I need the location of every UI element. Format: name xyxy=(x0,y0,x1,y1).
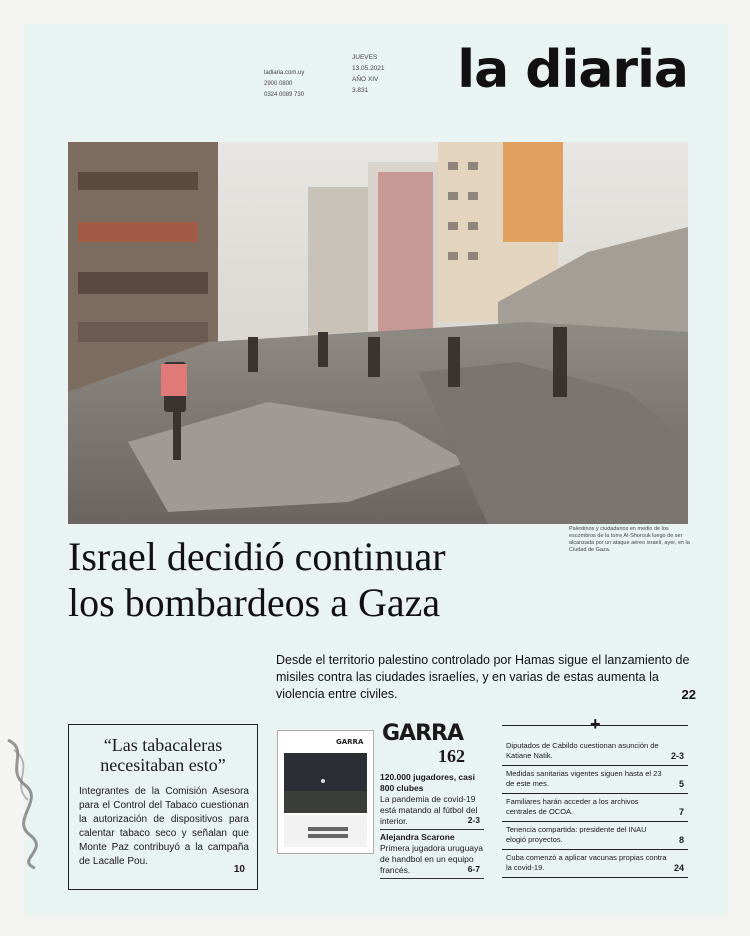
gaza-rubble-photo xyxy=(68,142,688,524)
page-number: 2-3 xyxy=(467,815,480,825)
contact-info xyxy=(264,68,304,101)
brief-text: Cuba comenzó a aplicar vacunas propias contra la covid-19. xyxy=(506,853,667,872)
headline-line: los bombardeos a Gaza xyxy=(68,580,441,625)
tobacco-story-box[interactable] xyxy=(68,724,258,890)
garra-item-title: Alejandra Scarone xyxy=(380,832,455,842)
photo-caption: Palestinos y ciudadanos en medio de los escombros de la torre Al-Shorouk luego de ser alcanzada por un ataque aéreo israelí, ayer, en la Ciudad de Gaza. xyxy=(569,526,690,553)
contact-line: 0324 0089 730 xyxy=(264,92,305,98)
date-line: 13.05.2021 xyxy=(352,65,385,72)
brief-item[interactable] xyxy=(502,850,688,878)
headline-line: Israel decidió continuar xyxy=(68,534,446,579)
garra-item-text: La pandemia de covid-19 está matando al fútbol del interior. xyxy=(380,794,478,826)
date-line: AÑO XIV xyxy=(352,76,379,83)
quote-title: “Las tabacaleras necesitaban esto” xyxy=(100,735,226,775)
quote-body: Integrantes de la Comisión Asesora para el Control del Tabaco cuestionan la autorización de dispositivos para calentar tabaco seco y señalan que Monte Paz contribuyó a la campaña de Lacalle Pou. xyxy=(79,786,249,867)
smoke-illustration xyxy=(0,730,44,870)
garra-thumb-logo: GARRA xyxy=(336,738,364,746)
divider xyxy=(502,725,688,726)
contact-line: 2900 0800 xyxy=(264,81,293,87)
page-number: 5 xyxy=(678,779,684,789)
brief-text: Familiares harán acceder a los archivos centrales de OCOA. xyxy=(506,797,639,816)
page-number: 22 xyxy=(681,687,696,702)
brief-text: Diputados de Cabildo cuestionan asunción de Katiane Natik. xyxy=(506,741,659,760)
date-line: 3.831 xyxy=(352,87,369,94)
story-deck xyxy=(276,652,696,703)
page-number: 6-7 xyxy=(467,864,480,874)
newspaper-logo[interactable]: la diaria xyxy=(457,40,688,100)
main-headline[interactable] xyxy=(68,534,446,626)
brief-item[interactable] xyxy=(502,766,688,794)
brief-item[interactable] xyxy=(502,822,688,850)
garra-cover-image xyxy=(278,731,373,853)
front-page xyxy=(24,24,728,916)
briefs-list xyxy=(502,738,688,878)
lead-photo[interactable] xyxy=(68,142,688,524)
garra-logo[interactable]: GARRA xyxy=(382,721,463,746)
page-number: 7 xyxy=(678,807,684,817)
plus-icon: + xyxy=(590,714,601,734)
brief-text: Tenencia compartida: presidente del INAU elogió proyectos. xyxy=(506,825,647,844)
brief-item[interactable] xyxy=(502,794,688,822)
garra-item[interactable] xyxy=(380,832,484,879)
garra-item[interactable] xyxy=(380,772,484,830)
garra-cover-thumbnail[interactable] xyxy=(277,730,374,854)
contact-line: ladiaria.com.uy xyxy=(264,70,305,76)
date-line: JUEVES xyxy=(352,54,378,61)
brief-text: Medidas sanitarias vigentes siguen hasta el 23 de este mes. xyxy=(506,769,662,788)
garra-items xyxy=(380,772,484,881)
page-number: 10 xyxy=(233,864,245,875)
page-number: 2-3 xyxy=(670,751,684,761)
garra-issue-number: 162 xyxy=(438,746,465,766)
brief-item[interactable] xyxy=(502,738,688,766)
garra-item-title: 120.000 jugadores, casi 800 clubes xyxy=(380,772,475,793)
issue-date xyxy=(352,52,385,96)
page-number: 24 xyxy=(673,863,684,873)
deck-text: Desde el territorio palestino controlado por Hamas sigue el lanzamiento de misiles contra las ciudades israelíes, y en varias de estas aumenta la violencia entre civiles. xyxy=(276,653,690,701)
garra-item-text: Primera jugadora uruguaya de handbol en un equipo francés. xyxy=(380,843,484,875)
page-number: 8 xyxy=(678,835,684,845)
